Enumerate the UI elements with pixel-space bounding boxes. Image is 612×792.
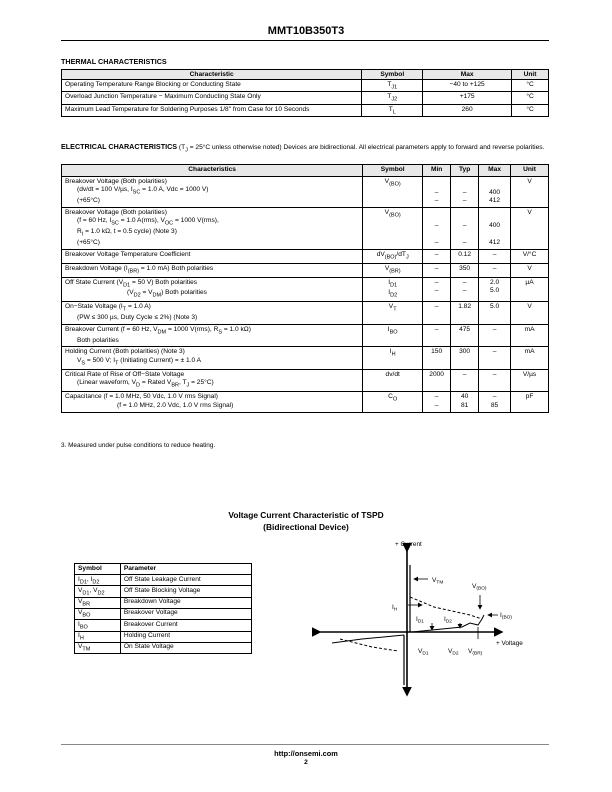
table-cell: mA: [511, 347, 549, 370]
table-cell: Holding Current: [120, 631, 251, 642]
table-cell: 350: [451, 263, 479, 277]
table-row: [75, 631, 252, 642]
table-cell: 400 412: [479, 176, 511, 207]
table-cell: $V_T$: [363, 302, 423, 325]
id1-label: $I_{D1}$: [416, 616, 424, 625]
table-header-row: [75, 564, 252, 575]
table-row: [62, 104, 549, 116]
table-cell: Breakdown Voltage: [120, 597, 251, 608]
id2-label: $I_{D2}$: [444, 616, 452, 625]
table-cell: $I_{D1}$, $I_{D2}$: [75, 575, 121, 586]
table-row: [75, 586, 252, 597]
table-cell: −40 to +125: [423, 80, 512, 92]
table-cell: – –: [423, 207, 451, 249]
table-cell: – –: [451, 207, 479, 249]
table-cell: On−State Voltage ($I_T = 1.0$ A) (PW ≤ 300 µs, Duty Cycle ≤ 2%) (Note 3): [62, 302, 363, 325]
vi-characteristic-diagram: [312, 535, 552, 710]
table-row: [75, 620, 252, 631]
column-header: Characteristic: [62, 70, 362, 80]
table-cell: °C: [512, 80, 549, 92]
table-cell: 2000: [423, 369, 451, 392]
page-title: MMT10B350T3: [267, 25, 345, 37]
vbo-label: $V_{(BO)}$: [472, 583, 487, 592]
table-cell: V/°C: [511, 249, 549, 263]
table-cell: Maximum Lead Temperature for Soldering Purposes 1/8" from Case for 10 Seconds: [62, 104, 362, 116]
table-cell: 2.0 5.0: [479, 277, 511, 302]
vd2-label: $V_{D2}$: [448, 648, 459, 657]
table-row: [75, 642, 252, 653]
table-cell: $V_{D1}$, $V_{D2}$: [75, 586, 121, 597]
column-header: Unit: [512, 70, 549, 80]
table-cell: Breakover Voltage (Both polarities) (f = 60 Hz, $I_{SC} = 1.0$ A(rms), $V_{OC} = 1000$ V(rms), $R_I = 1.0$ kΩ, t = 0.5 cycle) (Note 3) (+65°C): [62, 207, 363, 249]
table-cell: 260: [423, 104, 512, 116]
table-cell: Breakover Current (f = 60 Hz, $V_{DM} = 1000$ V(rms), $R_S = 1.0$ kΩ) Both polarities: [62, 324, 363, 347]
table-cell: –: [423, 302, 451, 325]
table-cell: °C: [512, 92, 549, 104]
table-cell: – –: [423, 277, 451, 302]
table-cell: Critical Rate of Rise of Off−State Voltage (Linear waveform, $V_D$ = Rated $V_{BR}$, $T_J = 25^\circ C$): [62, 369, 363, 392]
table-row: [62, 369, 549, 392]
table-cell: On State Voltage: [120, 642, 251, 653]
holding-branch: [410, 597, 482, 619]
column-header: Max: [479, 165, 511, 177]
ibo-label: $I_{(BO)}$: [500, 612, 512, 621]
vtm-label: $V_{TM}$: [432, 577, 444, 586]
table-cell: $C_O$: [363, 392, 423, 412]
table-cell: –: [451, 369, 479, 392]
table-cell: Off State Blocking Voltage: [120, 586, 251, 597]
table-cell: –: [479, 347, 511, 370]
column-header: Parameter: [120, 564, 251, 575]
column-header: Symbol: [363, 165, 423, 177]
column-header: Typ: [451, 165, 479, 177]
table-cell: Overload Junction Temperature − Maximum Conducting State Only: [62, 92, 362, 104]
electrical-subheading: ($T_J = 25^\circ C$ unless otherwise noted) Devices are bidirectional. All electrical parameters apply to forward and reverse polarities.: [178, 144, 545, 154]
table-cell: 1.82: [451, 302, 479, 325]
table-cell: V: [511, 207, 549, 249]
table-cell: pF: [511, 392, 549, 412]
table-cell: $I_{BO}$: [75, 620, 121, 631]
table-row: [75, 608, 252, 619]
table-row: [62, 207, 549, 249]
table-cell: –: [479, 263, 511, 277]
page-number: 2: [304, 759, 308, 766]
table-cell: µA: [511, 277, 549, 302]
table-cell: 150: [423, 347, 451, 370]
column-header: Characteristics: [62, 165, 363, 177]
table-cell: $T_{J2}$: [362, 92, 423, 104]
table-cell: $V_{BR}$: [75, 597, 121, 608]
table-cell: $I_H$: [363, 347, 423, 370]
table-cell: – –: [451, 176, 479, 207]
table-cell: dv/dt: [363, 369, 423, 392]
footer-rule: [61, 744, 549, 745]
table-cell: $V_{TM}$: [75, 642, 121, 653]
table-cell: V: [511, 176, 549, 207]
parameter-table: [74, 563, 252, 654]
table-cell: – –: [423, 176, 451, 207]
footer-url[interactable]: http://onsemi.com: [274, 749, 338, 758]
table-cell: 0.12: [451, 249, 479, 263]
table-cell: $V_{BO}$: [75, 608, 121, 619]
table-header-row: [62, 70, 549, 80]
table-row: [75, 597, 252, 608]
table-cell: Holding Current (Both polarities) (Note 3) $V_S = 500$ V; $I_T$ (Initiating Current) = ± 1.0 A: [62, 347, 363, 370]
electrical-heading: ELECTRICAL CHARACTERISTICS: [61, 142, 178, 151]
table-cell: 5.0: [479, 302, 511, 325]
plus-current-label: + Current: [395, 541, 422, 548]
table-cell: Operating Temperature Range Blocking or Conducting State: [62, 80, 362, 92]
vbr-label: $V_{(BR)}$: [468, 648, 483, 657]
table-row: [62, 249, 549, 263]
table-cell: Breakover Current: [120, 620, 251, 631]
table-row: [62, 347, 549, 370]
table-cell: Breakover Voltage Temperature Coefficient: [62, 249, 363, 263]
table-row: [62, 176, 549, 207]
column-header: Unit: [511, 165, 549, 177]
negative-branch: [332, 635, 404, 643]
table-row: [62, 92, 549, 104]
table-cell: $I_{BO}$: [363, 324, 423, 347]
table-cell: 40 81: [451, 392, 479, 412]
figure-subtitle: (Bidirectional Device): [263, 522, 349, 532]
table-cell: – –: [451, 277, 479, 302]
table-cell: $V_{(BO)}$: [363, 176, 423, 207]
table-cell: $I_{D1}$ $I_{D2}$: [363, 277, 423, 302]
figure-title: Voltage Current Characteristic of TSPD: [228, 510, 384, 520]
table-row: [62, 324, 549, 347]
table-cell: Capacitance (f = 1.0 MHz, 50 Vdc, 1.0 V rms Signal) (f = 1.0 MHz, 2.0 Vdc, 1.0 V rms Signal): [62, 392, 363, 412]
table-row: [62, 392, 549, 412]
table-cell: – 85: [479, 392, 511, 412]
table-cell: Breakover Voltage: [120, 608, 251, 619]
table-row: [62, 302, 549, 325]
column-header: Symbol: [75, 564, 121, 575]
electrical-heading-block: [61, 142, 549, 155]
table-cell: Breakover Voltage (Both polarities) (dv/dt = 100 V/µs, $I_{SC} = 1.0$ A, Vdc = 1000 V) (+65°C): [62, 176, 363, 207]
table-row: [62, 80, 549, 92]
ih-label: $I_H$: [392, 604, 398, 613]
table-cell: –: [423, 249, 451, 263]
table-header-row: [62, 165, 549, 177]
vd1-label: $V_{D1}$: [418, 648, 429, 657]
column-header: Min: [423, 165, 451, 177]
table-cell: mA: [511, 324, 549, 347]
table-cell: Off State Leakage Current: [120, 575, 251, 586]
table-cell: –: [479, 369, 511, 392]
table-cell: –: [479, 249, 511, 263]
electrical-table: [61, 164, 549, 413]
table-cell: Off State Current ($V_{D1} = 50$ V) Both polarities $(V_{D2} = V_{DM})$ Both polarities: [62, 277, 363, 302]
header-rule: [61, 40, 549, 41]
table-cell: $dV_{(BO)}/dT_J$: [363, 249, 423, 263]
table-cell: $V_{(BR)}$: [363, 263, 423, 277]
table-cell: °C: [512, 104, 549, 116]
table-cell: –: [423, 263, 451, 277]
table-cell: V/µs: [511, 369, 549, 392]
table-row: [62, 263, 549, 277]
column-header: Symbol: [362, 70, 423, 80]
table-cell: –: [479, 324, 511, 347]
table-cell: 400 412: [479, 207, 511, 249]
thermal-table: [61, 69, 549, 117]
table-cell: +175: [423, 92, 512, 104]
table-cell: $I_H$: [75, 631, 121, 642]
table-cell: – –: [423, 392, 451, 412]
footnote: 3. Measured under pulse conditions to reduce heating.: [61, 442, 216, 449]
thermal-heading: THERMAL CHARACTERISTICS: [61, 57, 167, 66]
table-cell: $T_L$: [362, 104, 423, 116]
table-row: [62, 277, 549, 302]
table-row: [75, 575, 252, 586]
table-cell: $T_{J1}$: [362, 80, 423, 92]
table-cell: V: [511, 263, 549, 277]
table-cell: –: [423, 324, 451, 347]
table-cell: Breakdown Voltage ($I_{(BR)} = 1.0$ mA) Both polarities: [62, 263, 363, 277]
table-cell: $V_{(BO)}$: [363, 207, 423, 249]
table-cell: 475: [451, 324, 479, 347]
table-cell: V: [511, 302, 549, 325]
column-header: Max: [423, 70, 512, 80]
plus-voltage-label: + Voltage: [496, 640, 523, 647]
table-cell: 300: [451, 347, 479, 370]
